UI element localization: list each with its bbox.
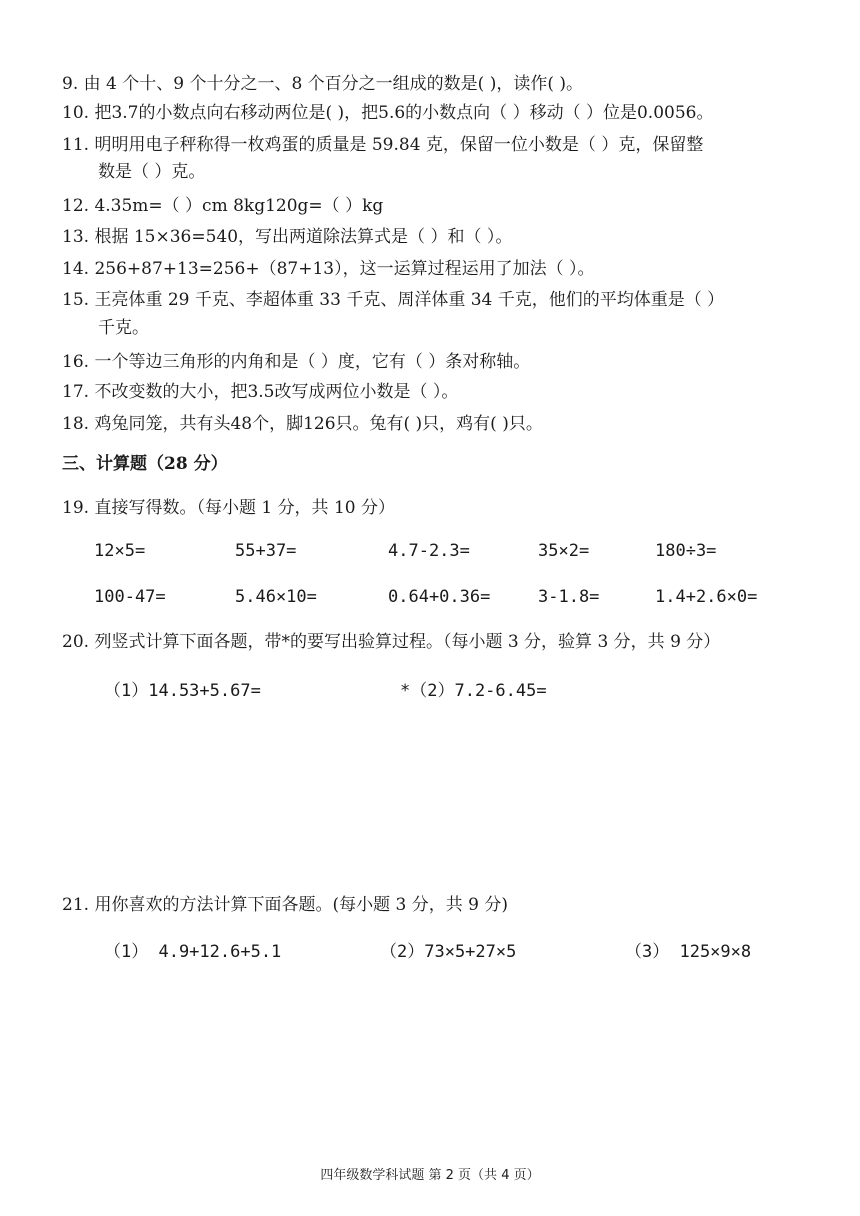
section-3-heading: 三、计算题（28 分） — [62, 454, 228, 474]
q20-item-2: *（2）7.2-6.45= — [400, 681, 547, 701]
question-12: 12. 4.35m=（ ）cm 8kg120g=（ ）kg — [62, 196, 384, 216]
question-20-title: 20. 列竖式计算下面各题，带*的要写出验算过程。（每小题 3 分，验算 3 分，共 9 分） — [62, 632, 721, 652]
question-10: 10. 把3.7的小数点向右移动两位是( )，把5.6的小数点向（ ）移动（ ）位是0.0056。 — [62, 103, 714, 123]
q19-item-10: 1.4+2.6×0= — [655, 587, 758, 607]
question-15-line-1: 15. 王亮体重 29 千克、李超体重 33 千克、周洋体重 34 千克，他们的平均体重是（ ） — [62, 290, 725, 310]
question-19-title: 19. 直接写得数。（每小题 1 分，共 10 分） — [62, 498, 396, 518]
page-footer: 四年级数学科试题 第 2 页（共 4 页） — [320, 1168, 540, 1183]
q21-item-3: （3） 125×9×8 — [625, 942, 752, 962]
q19-item-3: 4.7-2.3= — [388, 541, 470, 561]
question-18: 18. 鸡兔同笼，共有头48个，脚126只。兔有( )只，鸡有( )只。 — [62, 414, 543, 434]
q19-item-6: 100-47= — [94, 587, 166, 607]
question-11-line-2: 数是（ ）克。 — [98, 162, 206, 182]
question-21-title: 21. 用你喜欢的方法计算下面各题。(每小题 3 分，共 9 分) — [62, 895, 508, 915]
q21-item-2: （2）73×5+27×5 — [380, 942, 517, 962]
q19-item-9: 3-1.8= — [538, 587, 600, 607]
question-15-line-2: 千克。 — [98, 318, 149, 338]
q20-item-1: （1）14.53+5.67= — [104, 681, 261, 701]
q19-item-7: 5.46×10= — [235, 587, 317, 607]
question-11-line-1: 11. 明明用电子秤称得一枚鸡蛋的质量是 59.84 克，保留一位小数是（ ）克，保留整 — [62, 135, 704, 155]
q19-item-4: 35×2= — [538, 541, 590, 561]
q19-item-8: 0.64+0.36= — [388, 587, 491, 607]
question-13: 13. 根据 15×36=540，写出两道除法算式是（ ）和（ ）。 — [62, 227, 513, 247]
q19-item-2: 55+37= — [235, 541, 297, 561]
question-16: 16. 一个等边三角形的内角和是（ ）度，它有（ ）条对称轴。 — [62, 352, 531, 372]
question-14: 14. 256+87+13=256+（87+13），这一运算过程运用了加法（ ）。 — [62, 259, 595, 279]
q19-item-1: 12×5= — [94, 541, 146, 561]
q21-item-1: （1） 4.9+12.6+5.1 — [104, 942, 282, 962]
question-17: 17. 不改变数的大小，把3.5改写成两位小数是（ ）。 — [62, 382, 459, 402]
q19-item-5: 180÷3= — [655, 541, 717, 561]
question-9: 9. 由 4 个十、9 个十分之一、8 个百分之一组成的数是( )，读作( )。 — [62, 74, 584, 94]
